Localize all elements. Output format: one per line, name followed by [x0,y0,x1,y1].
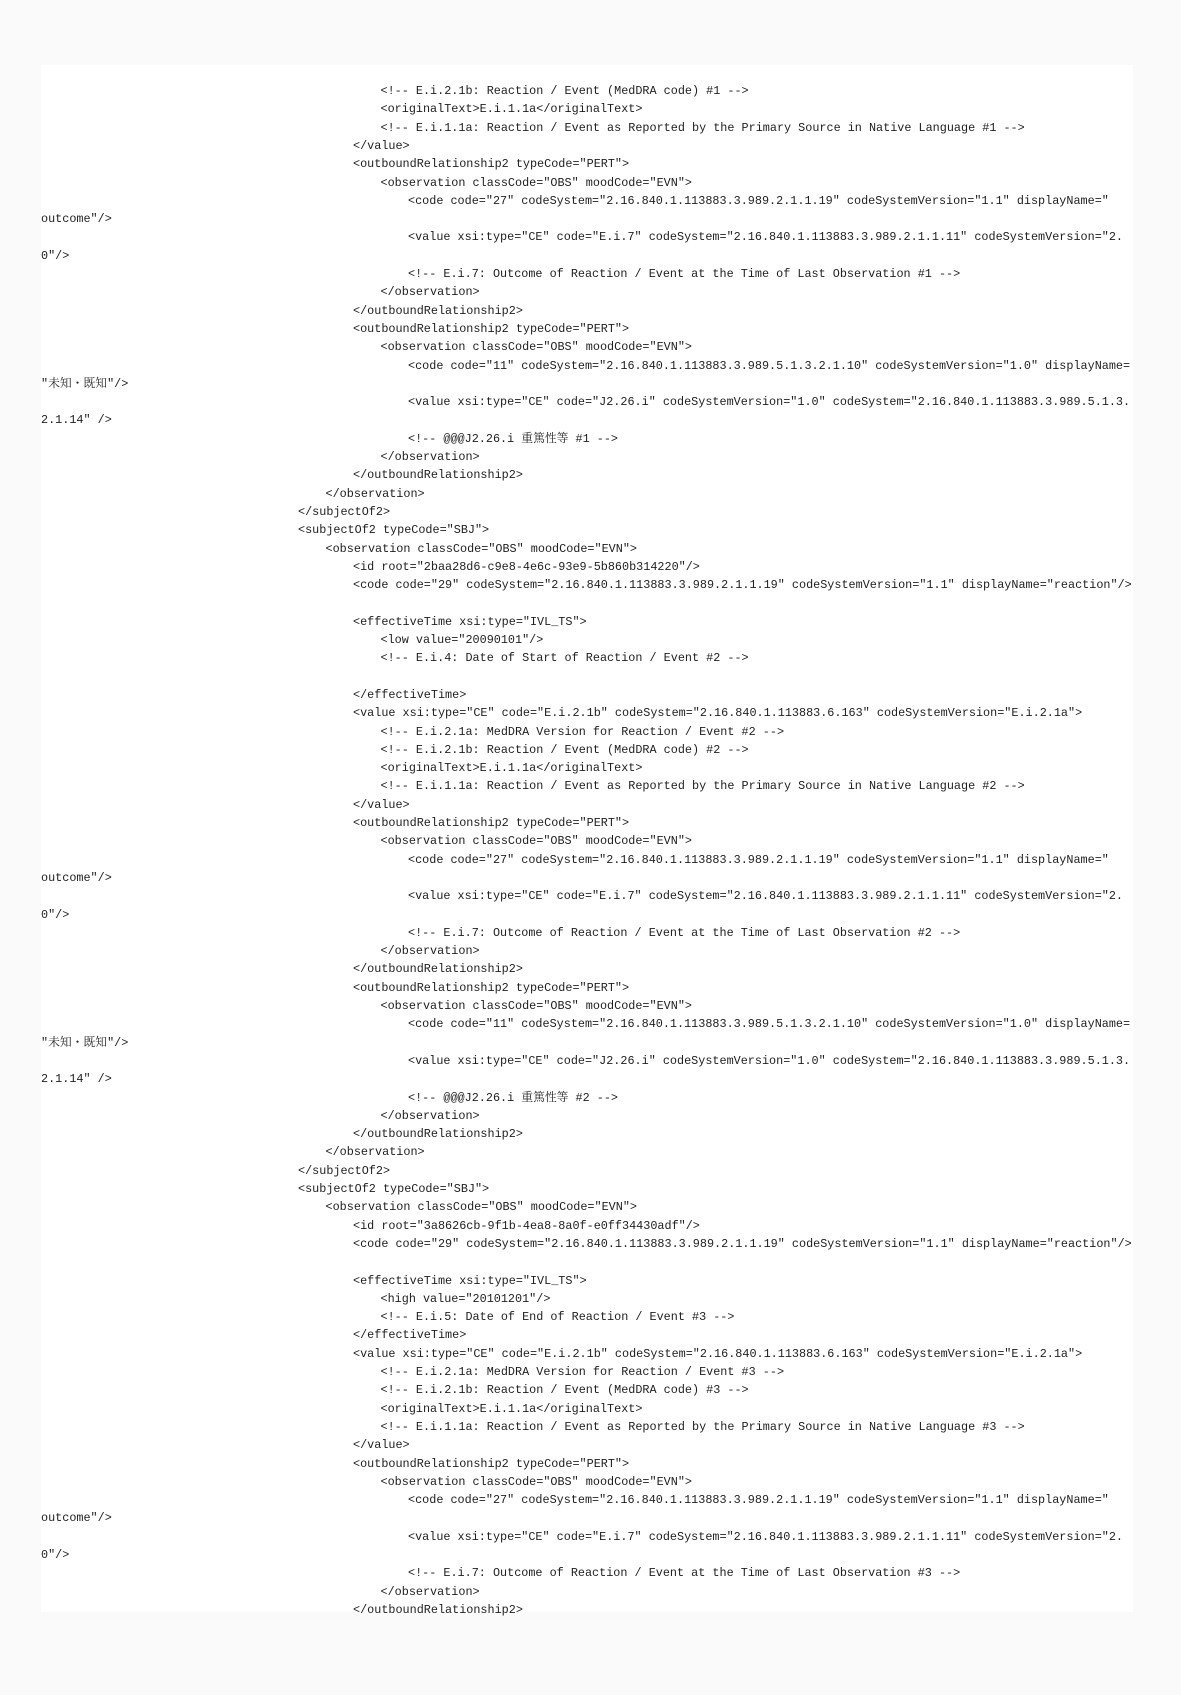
xml-wrapped-line: "未知・既知"/> [41,376,129,391]
xml-code-line: </value> [353,138,410,153]
xml-code-line: <outboundRelationship2 typeCode="PERT"> [353,1456,630,1471]
xml-code-line: <value xsi:type="CE" code="J2.26.i" codeSystemVersion="1.0" codeSystem="2.16.840.1.113883.3.989.5.1.3. [408,395,1131,410]
xml-code-line: <low value="20090101"/> [380,633,544,647]
xml-code-line: <!-- E.i.2.1b: Reaction / Event (MedDRA code) #3 --> [380,1383,749,1398]
xml-code-line: </subjectOf2> [298,1163,391,1178]
xml-code-line: <outboundRelationship2 typeCode="PERT"> [353,157,630,172]
xml-code-line: <!-- E.i.5: Date of End of Reaction / Event #3 --> [380,1310,735,1325]
xml-code-line: </effectiveTime> [353,1328,467,1343]
xml-code-line: </observation> [325,486,425,501]
xml-code-line: <high value="20101201"/> [380,1291,551,1306]
xml-code-line: </outboundRelationship2> [353,468,523,483]
xml-code-line: </effectiveTime> [353,687,467,702]
xml-code-line: <!-- E.i.1.1a: Reaction / Event as Reported by the Primary Source in Native Language #1 --> [380,120,1025,135]
xml-code-line: <value xsi:type="CE" code="J2.26.i" codeSystemVersion="1.0" codeSystem="2.16.840.1.113883.3.989.5.1.3. [408,1053,1131,1068]
xml-code-line: <outboundRelationship2 typeCode="PERT"> [353,980,630,995]
xml-wrapped-line: "未知・既知"/> [41,1035,129,1050]
xml-code-line: </observation> [380,1108,480,1123]
xml-code-line: <!-- E.i.1.1a: Reaction / Event as Reported by the Primary Source in Native Language #2 --> [380,779,1025,794]
xml-code-line: <!-- E.i.2.1b: Reaction / Event (MedDRA code) #2 --> [380,742,749,757]
xml-code-line: <!-- E.i.7: Outcome of Reaction / Event at the Time of Last Observation #2 --> [408,925,961,940]
xml-code-line: <code code="11" codeSystem="2.16.840.1.113883.3.989.5.1.3.2.1.10" codeSystemVersion="1.0" displayName= [408,1017,1131,1032]
xml-wrapped-line: outcome"/> [41,1511,112,1526]
xml-code-line: <!-- @@@J2.26.i 重篤性等 #2 --> [408,1090,619,1105]
xml-wrapped-line: 0"/> [41,248,70,263]
xml-code-line: </observation> [380,285,480,300]
xml-code-line: <!-- @@@J2.26.i 重篤性等 #1 --> [408,431,619,446]
xml-code-line: <observation classCode="OBS" moodCode="EVN"> [325,541,637,556]
xml-wrapped-line: 2.1.14" /> [41,1072,112,1087]
xml-code-line: </outboundRelationship2> [353,962,523,977]
xml-code-line: <observation classCode="OBS" moodCode="EVN"> [380,1474,692,1489]
xml-code-line: <value xsi:type="CE" code="E.i.2.1b" codeSystem="2.16.840.1.113883.6.163" codeSystemVersion="E.i.2.1a"> [353,706,1083,721]
xml-code-line: <!-- E.i.1.1a: Reaction / Event as Reported by the Primary Source in Native Language #3 --> [380,1419,1025,1434]
xml-code-line: </outboundRelationship2> [353,1602,523,1617]
xml-code-line: <!-- E.i.2.1a: MedDRA Version for Reaction / Event #3 --> [380,1365,785,1379]
xml-code-line: <id root="3a8626cb-9f1b-4ea8-8a0f-e0ff34430adf"/> [353,1218,700,1233]
xml-code-line: <effectiveTime xsi:type="IVL_TS"> [353,614,587,629]
xml-code-line: <originalText>E.i.1.1a</originalText> [380,761,643,776]
xml-code-line: <effectiveTime xsi:type="IVL_TS"> [353,1273,587,1288]
xml-code-line: <!-- E.i.4: Date of Start of Reaction / Event #2 --> [380,651,749,666]
xml-code-line: <observation classCode="OBS" moodCode="EVN"> [380,999,692,1013]
xml-code-line: <code code="11" codeSystem="2.16.840.1.113883.3.989.5.1.3.2.1.10" codeSystemVersion="1.0" displayName= [408,358,1131,373]
xml-code-line: <!-- E.i.2.1b: Reaction / Event (MedDRA code) #1 --> [380,84,749,98]
xml-code-line: </observation> [380,1584,480,1599]
xml-wrapped-line: 0"/> [41,1548,70,1562]
xml-code-line: </outboundRelationship2> [353,303,523,318]
xml-code-line: <observation classCode="OBS" moodCode="EVN"> [380,340,692,355]
xml-code-line: <outboundRelationship2 typeCode="PERT"> [353,321,630,336]
xml-code-line: <value xsi:type="CE" code="E.i.2.1b" codeSystem="2.16.840.1.113883.6.163" codeSystemVersion="E.i.2.1a"> [353,1346,1083,1361]
xml-code-line: <value xsi:type="CE" code="E.i.7" codeSystem="2.16.840.1.113883.3.989.2.1.1.11" codeSystemVersion="2. [408,1529,1124,1544]
xml-code-line: </value> [353,797,410,812]
xml-code-line: </observation> [380,944,480,959]
xml-code-line: <subjectOf2 typeCode="SBJ"> [298,1182,490,1196]
xml-code-line: <value xsi:type="CE" code="E.i.7" codeSystem="2.16.840.1.113883.3.989.2.1.1.11" codeSystemVersion="2. [408,889,1124,904]
xml-document-page [41,65,1133,1617]
xml-code-line: <observation classCode="OBS" moodCode="EVN"> [325,1200,637,1215]
xml-code-line: <originalText>E.i.1.1a</originalText> [380,1401,643,1416]
xml-code-line: <value xsi:type="CE" code="E.i.7" codeSystem="2.16.840.1.113883.3.989.2.1.1.11" codeSystemVersion="2. [408,230,1124,245]
xml-wrapped-line: 2.1.14" /> [41,413,112,428]
xml-code-line: <!-- E.i.7: Outcome of Reaction / Event at the Time of Last Observation #1 --> [408,267,961,281]
xml-code-line: <code code="29" codeSystem="2.16.840.1.113883.3.989.2.1.1.19" codeSystemVersion="1.1" displayName="reaction"/> [353,1236,1132,1251]
xml-code-line: <code code="27" codeSystem="2.16.840.1.113883.3.989.2.1.1.19" codeSystemVersion="1.1" displayName=" [408,852,1109,867]
xml-code-line: <outboundRelationship2 typeCode="PERT"> [353,816,630,830]
xml-code-line: <subjectOf2 typeCode="SBJ"> [298,523,490,538]
xml-wrapped-line: outcome"/> [41,870,112,885]
xml-code-line: <id root="2baa28d6-c9e8-4e6c-93e9-5b860b314220"/> [353,559,700,574]
xml-code-line: </outboundRelationship2> [353,1127,523,1142]
xml-code-line: <observation classCode="OBS" moodCode="EVN"> [380,834,692,849]
xml-code-line: <code code="27" codeSystem="2.16.840.1.113883.3.989.2.1.1.19" codeSystemVersion="1.1" displayName=" [408,193,1109,208]
xml-code-line: <!-- E.i.2.1a: MedDRA Version for Reaction / Event #2 --> [380,724,785,739]
xml-code-line: </observation> [380,450,480,464]
xml-code-line: <code code="27" codeSystem="2.16.840.1.113883.3.989.2.1.1.19" codeSystemVersion="1.1" displayName=" [408,1493,1109,1508]
xml-wrapped-line: 0"/> [41,907,70,922]
xml-code-line: <code code="29" codeSystem="2.16.840.1.113883.3.989.2.1.1.19" codeSystemVersion="1.1" displayName="reaction"/> [353,578,1132,593]
xml-code-line: </observation> [325,1145,425,1160]
xml-code-line: </subjectOf2> [298,504,391,519]
xml-code-line: </value> [353,1438,410,1453]
xml-code-line: <observation classCode="OBS" moodCode="EVN"> [380,175,692,190]
xml-code-line: <!-- E.i.7: Outcome of Reaction / Event at the Time of Last Observation #3 --> [408,1566,961,1581]
xml-code-line: <originalText>E.i.1.1a</originalText> [380,102,643,117]
xml-wrapped-line: outcome"/> [41,212,112,227]
